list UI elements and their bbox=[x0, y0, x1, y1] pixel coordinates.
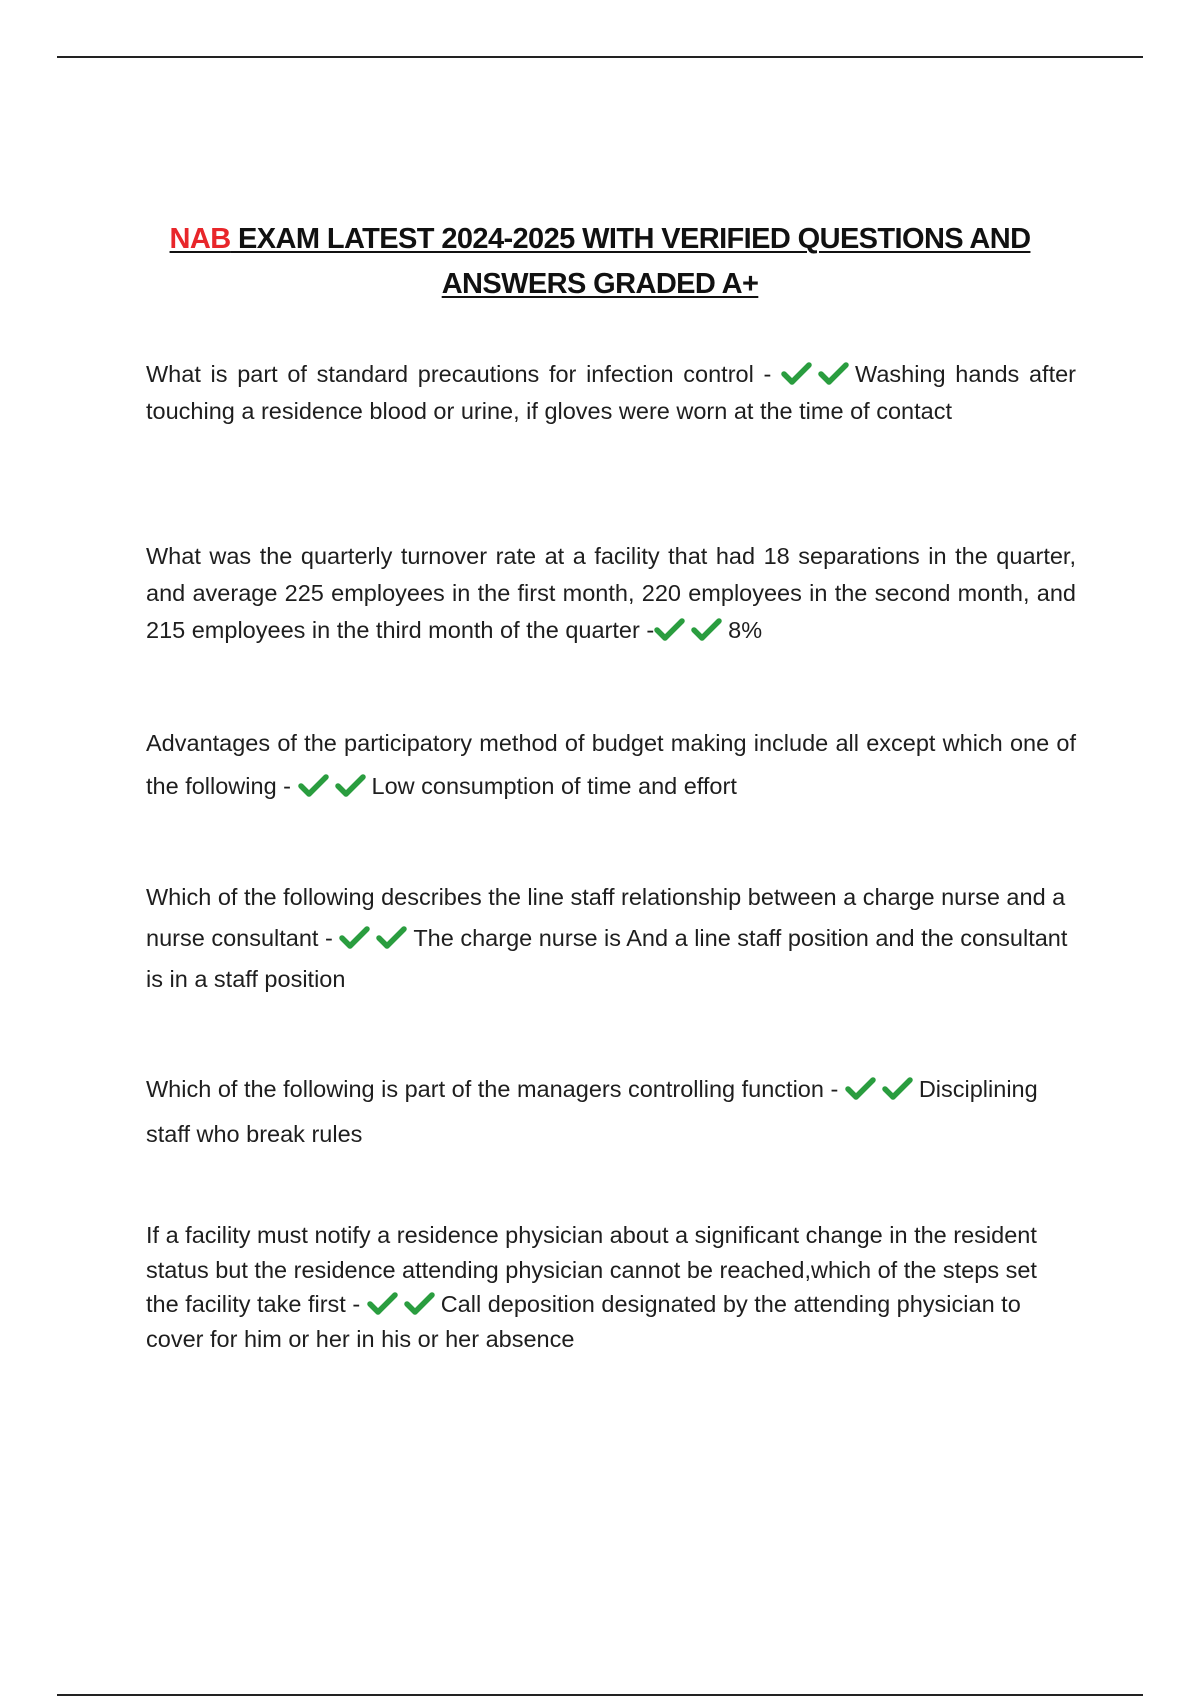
document-title bbox=[100, 217, 1100, 307]
title-text: EXAM LATEST 2024-2025 WITH VERIFIED QUESTIONS AND ANSWERS GRADED A+ bbox=[230, 223, 1031, 300]
question-text: What is part of standard precautions for infection control - bbox=[146, 361, 782, 387]
checkmark-icon bbox=[339, 925, 370, 949]
title-accent: NAB bbox=[169, 223, 231, 255]
question-text: What was the quarterly turnover rate at a facility that had 18 separations in the quarter, and average 225 employees in the first month, 220 employees in the second month, and 215 employees in the third month of the quarter - bbox=[146, 543, 1076, 643]
qa-item bbox=[146, 1218, 1076, 1356]
footer-rule bbox=[57, 1694, 1143, 1696]
answer-text: Call deposition designated by the attending physician to cover for him or her in his or her absence bbox=[146, 1291, 1021, 1352]
checkmark-icon bbox=[654, 617, 685, 641]
qa-item bbox=[146, 538, 1076, 649]
answer-text: Disciplining staff who break rules bbox=[146, 1076, 1038, 1147]
checkmark-icon bbox=[376, 925, 407, 949]
question-text: Which of the following describes the line staff relationship between a charge nurse and a nurse consultant - bbox=[146, 884, 1066, 951]
checkmark-icon bbox=[367, 1291, 398, 1315]
question-text: Which of the following is part of the managers controlling function - bbox=[146, 1076, 845, 1102]
qa-item bbox=[146, 877, 1076, 1000]
checkmark-icon bbox=[818, 361, 849, 385]
answer-text: The charge nurse is And a line staff position and the consultant is in a staff position bbox=[146, 925, 1068, 992]
checkmark-icon bbox=[404, 1291, 435, 1315]
qa-item bbox=[146, 722, 1076, 808]
question-text: Advantages of the participatory method of budget making include all except which one of the following - bbox=[146, 730, 1076, 799]
question-text: If a facility must notify a residence physician about a significant change in the resident status but the residence attending physician cannot be reached,which of the steps set the facility take first - bbox=[146, 1222, 1037, 1317]
answer-text: 8% bbox=[728, 617, 763, 643]
checkmark-icon bbox=[882, 1076, 913, 1100]
checkmark-icon bbox=[845, 1076, 876, 1100]
qa-item bbox=[146, 1067, 1076, 1157]
checkmark-icon bbox=[781, 361, 812, 385]
checkmark-icon bbox=[298, 773, 329, 797]
answer-text: Low consumption of time and effort bbox=[371, 773, 737, 799]
qa-item bbox=[146, 356, 1076, 430]
answer-text: Washing hands after touching a residence blood or urine, if gloves were worn at the time of contact bbox=[146, 361, 1076, 424]
checkmark-icon bbox=[691, 617, 722, 641]
header-rule bbox=[57, 56, 1143, 58]
checkmark-icon bbox=[335, 773, 366, 797]
